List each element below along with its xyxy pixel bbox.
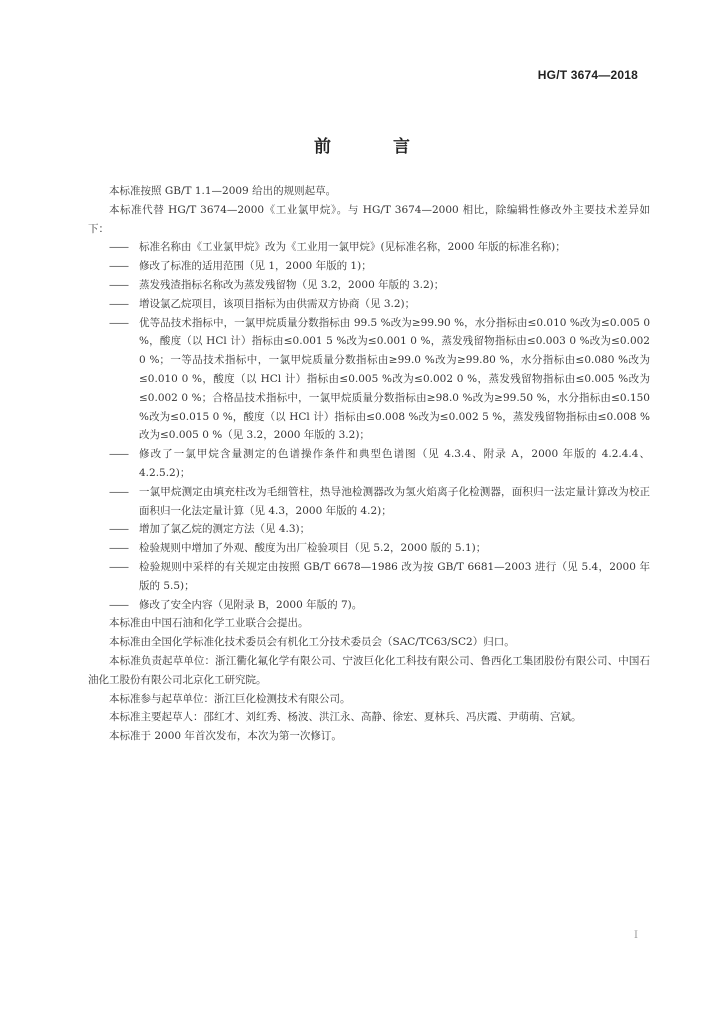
change-item: —— 增加了氯乙烷的测定方法（见 4.3)； — [88, 520, 650, 539]
change-item: —— 修改了安全内容（见附录 B，2000 年版的 7)。 — [88, 596, 650, 615]
change-item: —— 修改了一氯甲烷含量测定的色谱操作条件和典型色谱图（见 4.3.4、附录 A，2000 年版的 4.2.4.4、4.2.5.2)； — [88, 445, 650, 483]
change-item: —— 修改了标准的适用范围（见 1，2000 年版的 1)； — [88, 257, 650, 276]
change-item: —— 检验规则中增加了外观、酸度为出厂检验项目（见 5.2，2000 版的 5.1)； — [88, 539, 650, 558]
paragraph-drafters: 本标准主要起草人：邵红才、刘红秀、杨波、洪江永、高静、徐宏、夏林兵、冯庆霞、尹萌萌、宫斌。 — [109, 711, 582, 724]
paragraph-technical-committee: 本标准由全国化学标准化技术委员会有机化工分技术委员会（SAC/TC63/SC2）归口。 — [109, 636, 515, 649]
paragraph-replaces: 本标准代替 HG/T 3674—2000《工业氯甲烷》。与 HG/T 3674—2000 相比，除编辑性修改外主要技术差异如下： — [88, 203, 650, 235]
change-item: —— 标准名称由《工业氯甲烷》改为《工业用一氯甲烷》(见标准名称，2000 年版的标准名称)； — [88, 238, 650, 257]
foreword-body — [88, 182, 650, 746]
paragraph-proposed-by: 本标准由中国石油和化学工业联合会提出。 — [109, 617, 309, 630]
page-title: 前 言 — [314, 137, 438, 157]
paragraph-drafting-rules: 本标准按照 GB/T 1.1—2009 给出的规则起草。 — [109, 185, 337, 197]
change-item: —— 一氯甲烷测定由填充柱改为毛细管柱，热导池检测器改为氢火焰离子化检测器，面积归一法定量计算改为校正面积归一化法定量计算（见 4.3，2000 年版的 4.2)； — [88, 483, 650, 521]
document-code: HG/T 3674—2018 — [537, 68, 638, 82]
paragraph-history: 本标准于 2000 年首次发布，本次为第一次修订。 — [109, 730, 342, 743]
change-item: —— 检验规则中采样的有关规定由按照 GB/T 6678—1986 改为按 GB/T 6681—2003 进行（见 5.4，2000 年版的 5.5)； — [88, 558, 650, 596]
change-item: —— 蒸发残渣指标名称改为蒸发残留物（见 3.2，2000 年版的 3.2)； — [88, 276, 650, 295]
page-number: I — [634, 930, 638, 941]
change-item: —— 增设氯乙烷项目，该项目指标为由供需双方协商（见 3.2)； — [88, 295, 650, 314]
change-item: —— 优等品技术指标中，一氯甲烷质量分数指标由 99.5 %改为≥99.90 %，水分指标由≤0.010 %改为≤0.005 0 %，酸度（以 HCl 计）指标由≤0.001 5 %改为≤0.001 0 %，蒸发残留物指标由≤0.003 0 %改为≤0.002 0 %；一等品技术指标中，一氯甲烷质量分数指标由≥99.0 %改为≥99.80 %，水分指标由≤0.080 %改为≤0.010 0 %，酸度（以 HCl 计）指标由≤0.005 %改为≤0.002 0 %，蒸发残留物指标由≤0.005 %改为≤0.002 0 %；合格品技术指标中，一氯甲烷质量分数指标由≥98.0 %改为≥99.50 %，水分指标由≤0.150 %改为≤0.015 0 %，酸度（以 HCl 计）指标由≤0.008 %改为≤0.002 5 %，蒸发残留物指标由≤0.008 %改为≤0.005 0 %（见 3.2，2000 年版的 3.2)； — [88, 314, 650, 446]
paragraph-participating-units: 本标准参与起草单位：浙江巨化检测技术有限公司。 — [109, 692, 351, 705]
paragraph-drafting-units: 本标准负责起草单位：浙江衢化氟化学有限公司、宁波巨化化工科技有限公司、鲁西化工集团股份有限公司、中国石油化工股份有限公司北京化工研究院。 — [88, 654, 650, 686]
